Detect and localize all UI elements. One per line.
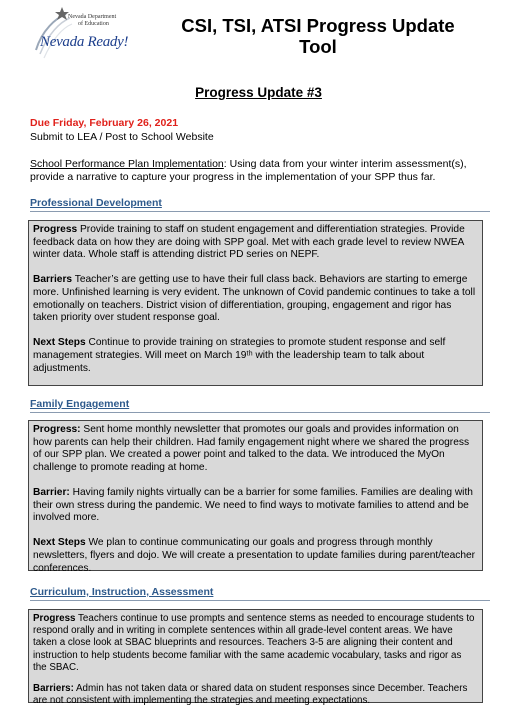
cia-barriers (33, 683, 477, 707)
pd-next-steps-label: Next Steps (33, 337, 86, 349)
cia-barriers-label: Barriers: (33, 683, 74, 695)
pd-next-steps-text: Continue to provide training on strategies to promote student response and self management strategies. Will meet on March 19ᵗʰ with the leadership team to talk about adjustments. (33, 337, 446, 374)
cia-progress (33, 613, 477, 674)
fe-next-steps (33, 537, 477, 575)
section-heading-professional-development: Professional Development (30, 197, 162, 209)
section-divider (30, 600, 490, 601)
fe-progress-label: Progress: (33, 424, 81, 435)
title-line1: CSI, TSI, ATSI Progress Update (181, 15, 455, 36)
section-divider (30, 412, 490, 413)
fe-next-steps-label: Next Steps (33, 537, 86, 549)
section-heading-family-engagement: Family Engagement (30, 398, 130, 410)
pd-barriers-text: Teacher’s are getting use to have their full class back. Behaviors are starting to emerge more. Unfinished learning is very evident. The unknown of Covid pandemic continues to take a toll emotionally on teachers. District vision of differentiation, grouping, engagement and rigor has taken priority over student response goal. (33, 274, 476, 324)
pd-next-steps (33, 337, 477, 375)
title-line2: Tool (299, 36, 337, 57)
logo-dept-line1: Nevada Department (68, 14, 117, 20)
spp-text: : Using data from your winter interim assessment(s), provide a narrative to capture your progress in the implementation of your SPP thus far. (30, 158, 467, 183)
fe-barrier-label: Barrier: (33, 486, 70, 498)
nevada-doe-logo (30, 6, 140, 72)
fe-progress-text: Sent home monthly newsletter that promotes our goals and provides information on how parents can help their children. Had family engagement night where we shared the progress of our SPP plan. We created a power point and talked to the data. We introduced the MyOn challenge to promote reading at home. (33, 424, 470, 473)
page-title (148, 15, 488, 57)
fe-barrier (33, 487, 477, 525)
professional-development-box (28, 220, 483, 386)
pd-progress-label: Progress (33, 224, 78, 235)
fe-barrier-text: Having family nights virtually can be a barrier for some families. Families are dealing with their own stress during the pandemic. We need to find ways to motivate families to attend and be involved more. (33, 486, 473, 524)
spp-intro (30, 158, 488, 184)
logo-dept-line2: of Education (78, 21, 109, 27)
fe-next-steps-text: We plan to continue communicating our goals and progress through monthly newsletters, flyers and dojo. We will create a presentation to update families during parent/teacher conferences. (33, 537, 476, 574)
pd-barriers-label: Barriers (33, 274, 73, 286)
submit-instruction: Submit to LEA / Post to School Website (30, 131, 214, 143)
section-heading-curriculum: Curriculum, Instruction, Assessment (30, 586, 214, 598)
pd-progress (33, 224, 477, 262)
family-engagement-box (28, 420, 483, 574)
due-date: Due Friday, February 26, 2021 (30, 117, 179, 129)
update-heading: Progress Update #3 (195, 85, 322, 100)
section-divider (30, 211, 490, 212)
logo-tagline: Nevada Ready! (40, 34, 129, 50)
cia-barriers-text: Admin has not taken data or shared data on student responses since December. Teachers are not consistent with implementing the strategies and meeting expectations. (33, 683, 468, 707)
fe-progress (33, 424, 477, 474)
spp-label: School Performance Plan Implementation (30, 158, 224, 170)
pd-progress-text: Provide training to staff on student engagement and differentiation strategies. Provide feedback data on how they are doing with SPP goal. Met with each grade level to review NWEA winter data. Whole staff is attending district PD series on NEPF. (33, 224, 465, 261)
logo-department (68, 14, 116, 28)
curriculum-box (28, 609, 483, 707)
pd-barriers (33, 274, 477, 324)
cia-progress-label: Progress (33, 613, 76, 624)
cia-progress-text: Teachers continue to use prompts and sentence stems as needed to encourage students to respond orally and in writing in complete sentences within all grade-level content areas. We have taken a close look at SBAC blueprints and resources. Teachers 3-5 are aligning their content and instruction to help students become familiar with the same academic vocabulary, tasks and rigor as the SBAC. (33, 613, 475, 673)
